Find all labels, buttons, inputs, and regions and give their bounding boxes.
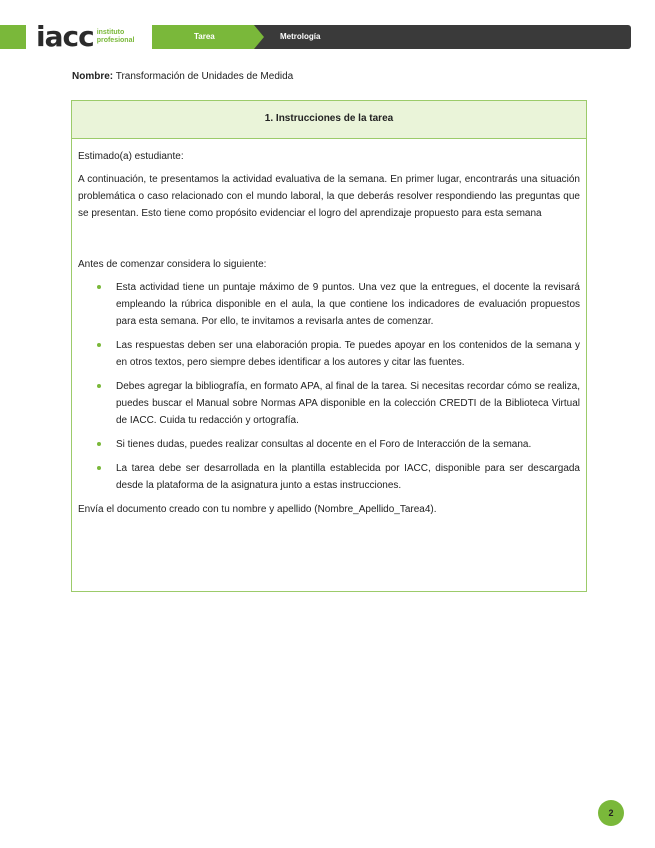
logo-subtitle-line2: profesional xyxy=(96,37,135,44)
list-item xyxy=(78,460,580,494)
instructions-body xyxy=(72,139,586,518)
instructions-list xyxy=(78,279,580,494)
subject-label: Metrología xyxy=(280,32,321,41)
before-text: Antes de comenzar considera lo siguiente: xyxy=(78,259,267,270)
list-item-text: Debes agregar la bibliografía, en formato APA, al final de la tarea. Si necesitas recordar cómo se realiza, puedes buscar el Manual sobre Normas APA disponible en la colección CREDTI de la Biblioteca Virtual de IACC. Cuida tu redacción y ortografía. xyxy=(116,381,580,426)
list-item-text: Las respuestas deben ser una elaboración propia. Te puedes apoyar en los contenidos de la semana y en otros textos, pero siempre debes identificar a los autores y citar las fuentes. xyxy=(116,340,580,368)
list-item xyxy=(78,337,580,371)
bullet-icon xyxy=(97,466,101,470)
bullet-icon xyxy=(97,442,101,446)
nombre-label: Nombre: xyxy=(72,71,114,82)
header-accent-block xyxy=(0,25,26,49)
intro-text: A continuación, te presentamos la actividad evaluativa de la semana. En primer lugar, encontrarás una situación problemática o caso relacionado con el mundo laboral, la que deberás resolver respondiendo las preguntas que se presentan. Esto tiene como propósito evidenciar el logro del aprendizaje propuesto para esta semana xyxy=(78,174,580,219)
section-title: 1. Instrucciones de la tarea xyxy=(72,101,586,139)
instructions-box xyxy=(71,100,587,592)
greeting-text: Estimado(a) estudiante: xyxy=(78,151,184,162)
logo-subtitle-line1: instituto xyxy=(96,29,125,36)
iacc-logo xyxy=(36,22,134,52)
logo-wordmark: iacc xyxy=(36,20,94,53)
header-nav xyxy=(152,25,631,49)
tab-tarea: Tarea xyxy=(152,25,254,49)
list-item-text: Si tienes dudas, puedes realizar consultas al docente en el Foro de Interacción de la semana. xyxy=(116,439,532,450)
logo-subtitle xyxy=(97,29,135,45)
list-item xyxy=(78,436,580,453)
list-item xyxy=(78,378,580,429)
header-bar xyxy=(0,20,655,53)
page-number: 2 xyxy=(598,800,624,826)
list-item-text: La tarea debe ser desarrollada en la plantilla establecida por IACC, disponible para ser descargada desde la plataforma de la asignatura junto a estas instrucciones. xyxy=(116,463,580,491)
chevron-right-icon xyxy=(254,25,264,49)
list-item xyxy=(78,279,580,330)
nombre-value: Transformación de Unidades de Medida xyxy=(113,71,294,82)
bullet-icon xyxy=(97,384,101,388)
final-text: Envía el documento creado con tu nombre y apellido (Nombre_Apellido_Tarea4). xyxy=(78,504,437,515)
assignment-name xyxy=(72,71,293,82)
list-item-text: Esta actividad tiene un puntaje máximo de 9 puntos. Una vez que la entregues, el docente la revisará empleando la rúbrica disponible en el aula, la que contiene los indicadores de evaluación propuestos para esta semana. Por ello, te invitamos a revisarla antes de comenzar. xyxy=(116,282,580,327)
bullet-icon xyxy=(97,343,101,347)
bullet-icon xyxy=(97,285,101,289)
